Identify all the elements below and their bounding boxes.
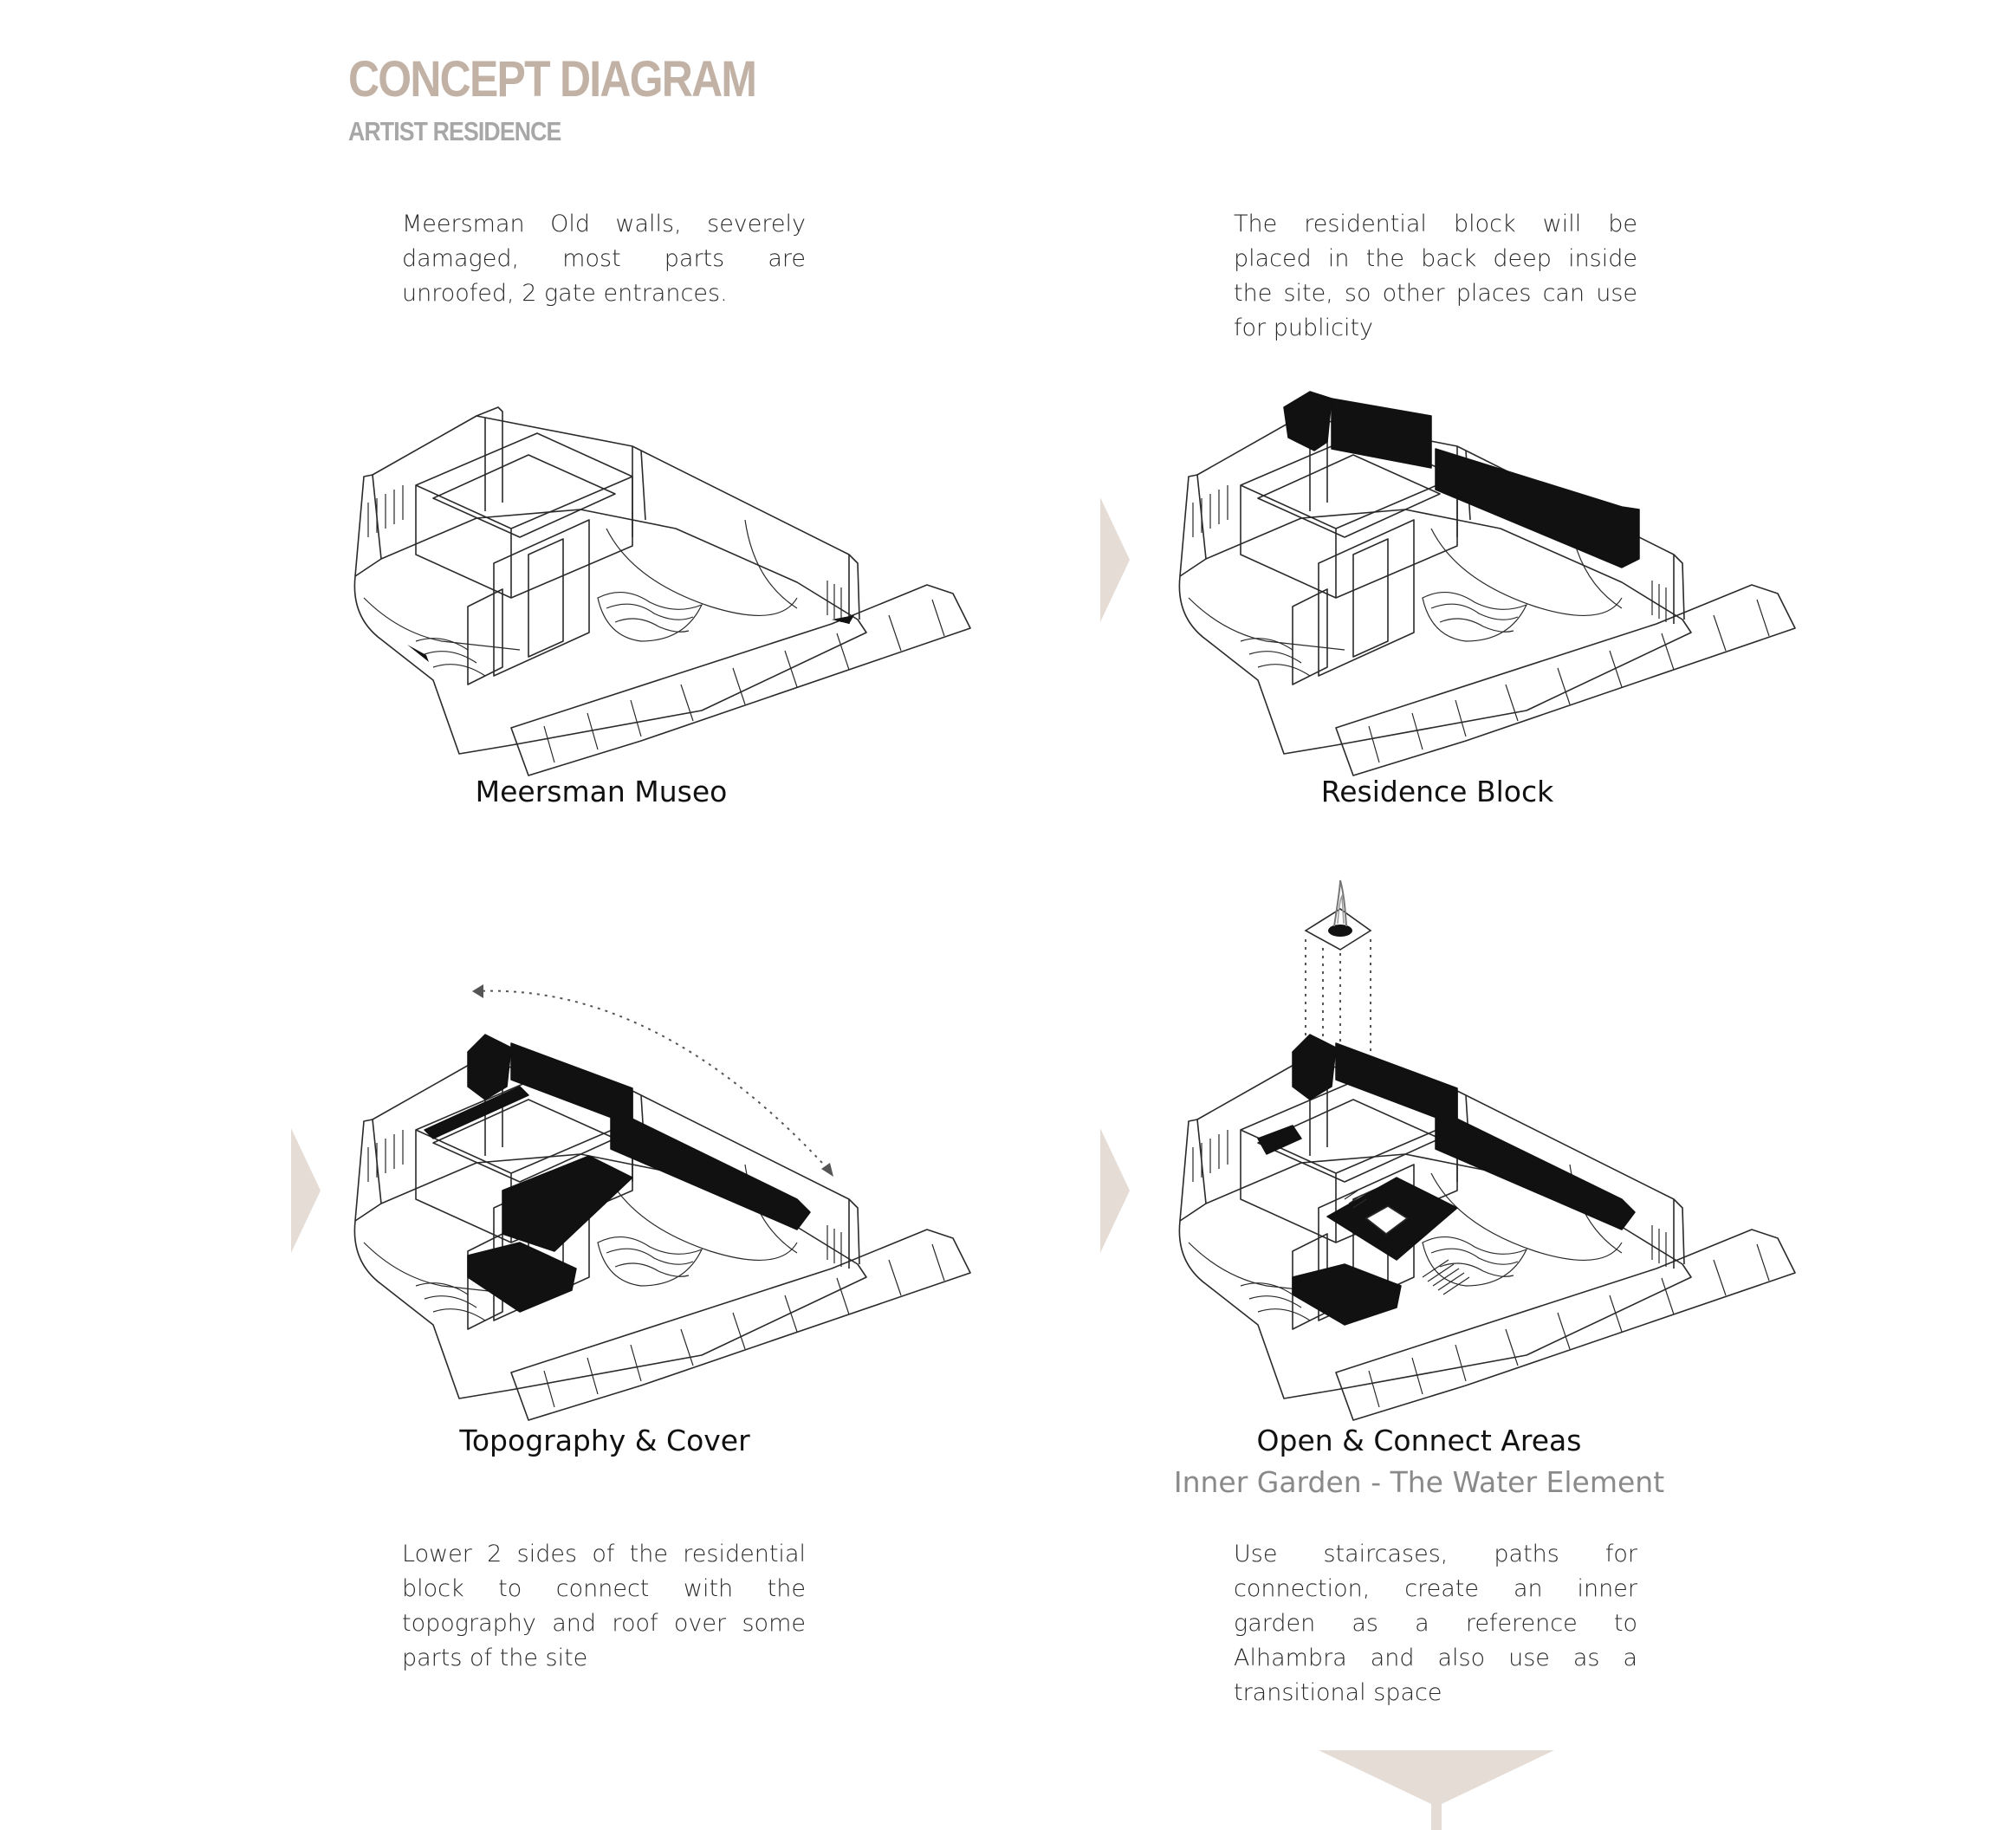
panel-2-caption: Residence Block [1320, 775, 1554, 808]
water-fountain-icon [1328, 925, 1352, 937]
roof-cover [1258, 1126, 1301, 1154]
panel-1-diagram [347, 381, 988, 780]
panel-3-diagram [347, 1026, 988, 1424]
panel-4-subcaption: Inner Garden - The Water Element [1173, 1465, 1665, 1499]
chevron-right-icon [1100, 1128, 1130, 1253]
roof-cover [468, 1035, 511, 1100]
roof-cover [502, 1156, 632, 1251]
residence-block [1284, 392, 1332, 451]
panel-4-diagram [1171, 1026, 1812, 1424]
roof-cover [468, 1243, 576, 1312]
residence-block [1436, 449, 1639, 568]
roof-cover [425, 1087, 528, 1139]
panel-3-caption: Topography & Cover [459, 1424, 750, 1457]
roof-cover [1293, 1035, 1336, 1100]
roof-cover [1436, 1108, 1635, 1230]
roof-cover [1293, 1264, 1401, 1325]
funnel-down-icon [1319, 1750, 1554, 1830]
page-title: CONCEPT DIAGRAM [348, 51, 756, 107]
panel-2-description: The residential block will be placed in the back deep inside the site, so other places can use for publicity [1234, 211, 1637, 341]
panel-4-description: Use staircases, paths for connection, create an inner garden as a reference to Alhambra and also use as a transitional space [1234, 1541, 1637, 1706]
panel-2-diagram [1171, 381, 1812, 780]
panel-1-caption: Meersman Museo [475, 775, 728, 808]
panel-1-description: Meersman Old walls, severely damaged, most parts are unroofed, 2 gate entrances. [402, 211, 806, 307]
chevron-right-icon [1100, 497, 1130, 622]
arrow-head-icon [472, 984, 483, 998]
roof-cover [611, 1108, 810, 1230]
arrow-head-icon [821, 1163, 833, 1177]
page-subtitle: ARTIST RESIDENCE [348, 116, 561, 146]
panel-3-description: Lower 2 sides of the residential block to connect with the topography and roof over some parts of the site [402, 1541, 806, 1671]
panel-4-caption: Open & Connect Areas [1256, 1424, 1582, 1457]
chevron-right-icon [291, 1128, 321, 1253]
